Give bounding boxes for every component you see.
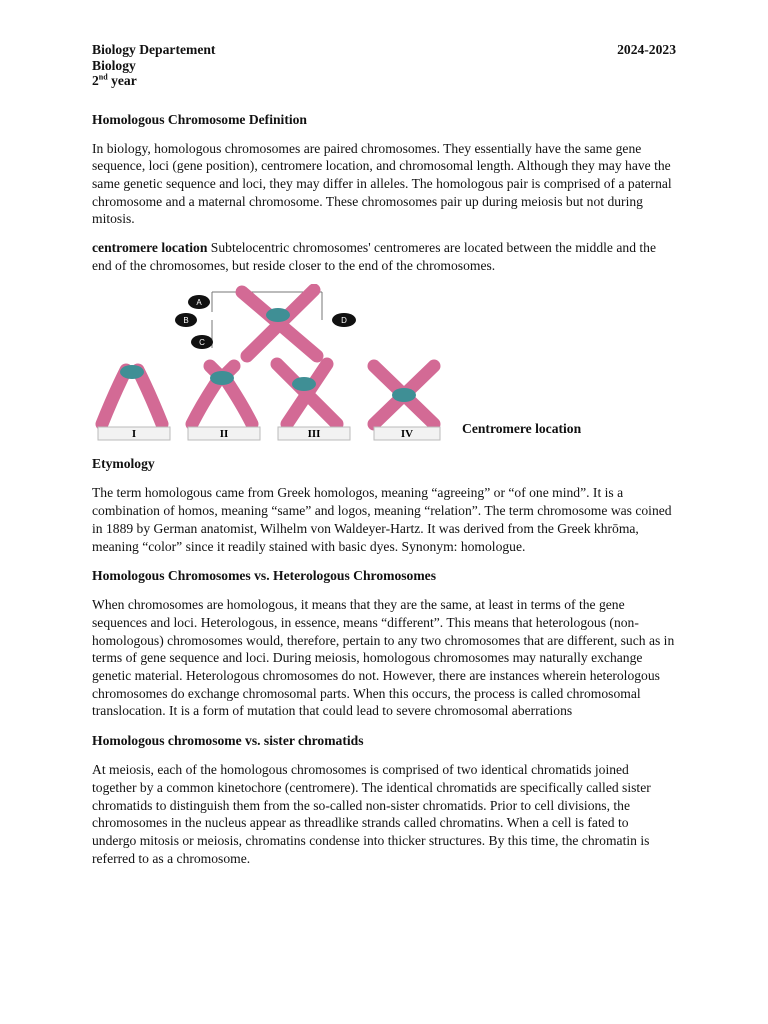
numeral-i: I [131, 428, 137, 441]
reference-chromosome [242, 290, 317, 356]
callout-c [191, 335, 213, 349]
numeral-ii: II [219, 428, 229, 441]
sister-paragraph: At meiosis, each of the homologous chromosomes is comprised of two identical chromatids joined together by a common kinetochore (centromere). The identical chromatids are specifically called sister chromatids to distinguish them from the so-called non-sister chromatids. Prior to cell divisions, the chromosomes in the nucleus appear as threadlike strands called chromatins. When a cell is fated to undergo mitosis or meiosis, chromatins condense into thicker structures. By this time, the chromatin is referred to as a chromosome. [92, 762, 651, 866]
centromere-figure [92, 284, 676, 444]
document-header [92, 42, 676, 89]
sister-heading: Homologous chromosome vs. sister chromatids [92, 733, 364, 749]
svg-text:D: D [341, 316, 347, 326]
callout-a [188, 295, 210, 309]
academic-year: 2024-2023 [617, 42, 676, 57]
callout-b [175, 313, 197, 327]
heterologous-heading: Homologous Chromosomes vs. Heterologous Chromosomes [92, 568, 436, 584]
chromosome-diagram [92, 284, 462, 444]
subject-label: Biology [92, 57, 136, 73]
figure-caption: Centromere location [462, 421, 582, 437]
year-label: 2nd year [92, 72, 137, 88]
document-page [92, 42, 676, 867]
heterologous-paragraph: When chromosomes are homologous, it means that they are the same, at least in terms of the gene sequences and loci. Heterologous, in essence, means “different”. This means that heterologous (non-homologous) chromosomes would, therefore, pertain to any two chromosomes that are different, such as in terms of gene sequence and loci. During meiosis, homologous chromosomes may naturally exchange genetic material. Heterologous chromosomes do not. However, there are instances wherein heterologous chromosomes do exchange chromosomal parts. When this occurs, the process is called chromosomal translocation. It is a form of mutation that could lead to severe chromosomal aberrations [92, 597, 675, 719]
chromosome-i [102, 365, 162, 424]
etymology-heading: Etymology [92, 456, 155, 472]
definition-heading: Homologous Chromosome Definition [92, 111, 307, 127]
svg-text:A: A [196, 298, 202, 308]
chromosome-ii [192, 366, 252, 424]
etymology-paragraph: The term homologous came from Greek homologos, meaning “agreeing” or “of one mind”. It is a combination of homos, meaning “same” and logos, meaning “relation”. The term chromosome was coined in 1889 by German anatomist, Wilhelm von Waldeyer-Hartz. It was derived from the Greek khrōma, meaning “color” since it readily stained with basic dyes. Synonym: homologue. [92, 485, 672, 554]
chromosome-iii [277, 364, 337, 424]
numeral-iv: IV [400, 428, 414, 441]
definition-paragraph: In biology, homologous chromosomes are paired chromosomes. They essentially have the same gene sequence, loci (gene position), centromere location, and chromosomal length. Although they may have the same genetic sequence and loci, they may differ in alleles. The homologous pair is comprised of a paternal chromosome and a maternal chromosome. These chromosomes pair up during meiosis but not during mitosis. [92, 140, 672, 227]
callout-d [332, 313, 356, 327]
department-label: Biology Departement [92, 42, 216, 57]
svg-text:B: B [183, 316, 189, 326]
centromere-paragraph: centromere location Subtelocentric chromosomes' centromeres are located between the middle and the end of the chromosomes, but reside closer to the end of the chromosomes. [92, 240, 656, 273]
chromosome-iv [374, 366, 434, 424]
numeral-iii: III [307, 428, 321, 441]
svg-text:C: C [199, 338, 205, 348]
